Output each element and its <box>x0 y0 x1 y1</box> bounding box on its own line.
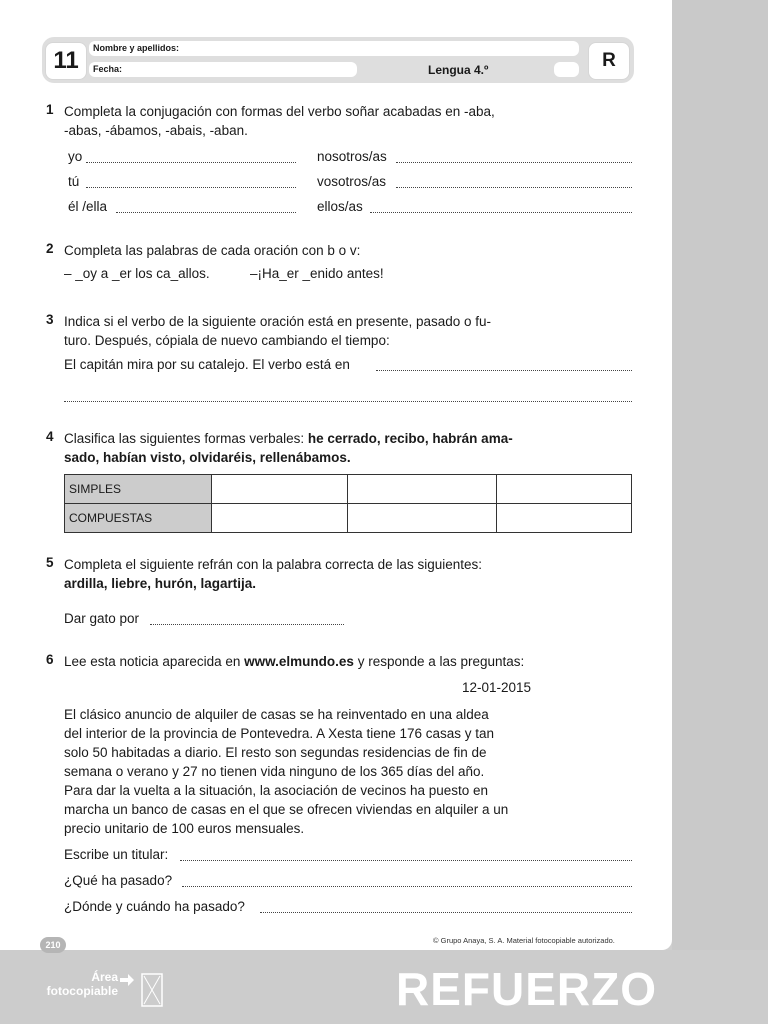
q2-text: Completa las palabras de cada oración con b o v: <box>64 243 361 258</box>
row-label-compuestas: COMPUESTAS <box>65 504 212 533</box>
q5-options: ardilla, liebre, hurón, lagartija. <box>64 576 257 591</box>
answer-line[interactable] <box>370 211 632 213</box>
answer-line[interactable] <box>396 161 632 163</box>
answer-line[interactable] <box>260 911 632 913</box>
photocopy-icon <box>120 972 168 1010</box>
q3-number: 3 <box>46 312 54 327</box>
area-line-1: Área <box>91 970 118 984</box>
answer-line[interactable] <box>376 369 632 371</box>
q1-text: Completa la conjugación con formas del verbo soñar acabadas en -aba, <box>64 104 495 119</box>
q3-text: Indica si el verbo de la siguiente oración está en presente, pasado o fu- <box>64 314 492 329</box>
answer-line[interactable] <box>180 859 632 861</box>
prompt-headline: Escribe un titular: <box>64 847 169 862</box>
table-row <box>65 475 632 504</box>
q6-number: 6 <box>46 652 54 667</box>
news-line: del interior de la provincia de Pontevedra. A Xesta tiene 176 casas y tan <box>64 726 495 741</box>
answer-line[interactable] <box>64 400 632 402</box>
q5-number: 5 <box>46 555 54 570</box>
q4-text <box>64 429 513 448</box>
answer-line[interactable] <box>396 186 632 188</box>
answer-line[interactable] <box>116 211 296 213</box>
q2-number: 2 <box>46 241 54 256</box>
q6-text <box>64 652 524 671</box>
news-date: 12-01-2015 <box>462 680 532 695</box>
q5-saying: Dar gato por <box>64 611 140 626</box>
prompt-where-when: ¿Dónde y cuándo ha pasado? <box>64 899 245 914</box>
q1-pronoun-yo: yo <box>68 149 83 164</box>
classification-table <box>64 474 632 533</box>
table-row <box>65 504 632 533</box>
table-cell[interactable] <box>497 504 632 533</box>
course-label: Lengua 4.º <box>428 63 489 77</box>
q4-verbs-2: sado, habían visto, olvidaréis, rellenábamos. <box>64 450 351 465</box>
table-cell[interactable] <box>212 504 348 533</box>
news-line: Para dar la vuelta a la situación, la asociación de vecinos ha puesto en <box>64 783 489 798</box>
news-line: semana o verano y 27 no tienen vida ninguno de los 365 días del año. <box>64 764 485 779</box>
q1-pronoun-el: él /ella <box>68 199 108 214</box>
q1-number: 1 <box>46 102 54 117</box>
q4-instruction: Clasifica las siguientes formas verbales: <box>64 431 305 446</box>
q3-text-2: turo. Después, cópiala de nuevo cambiando el tiempo: <box>64 333 390 348</box>
q4-number: 4 <box>46 429 54 444</box>
table-cell[interactable] <box>348 504 497 533</box>
q1-pronoun-ellos: ellos/as <box>317 199 363 214</box>
q1-pronoun-nosotros: nosotros/as <box>317 149 387 164</box>
news-line: solo 50 habitadas a diario. El resto son segundas residencias de fin de <box>64 745 487 760</box>
q2-sentence-1: – _oy a _er los ca_allos. <box>64 266 210 281</box>
q2-sentence-2: –¡Ha_er _enido antes! <box>250 266 384 281</box>
page-number: 210 <box>40 937 66 953</box>
answer-line[interactable] <box>182 885 632 887</box>
news-line: marcha un banco de casas en el que se ofrecen viviendas en alquiler a un <box>64 802 509 817</box>
table-cell[interactable] <box>497 475 632 504</box>
area-label <box>38 970 118 998</box>
news-line: precio unitario de 100 euros mensuales. <box>64 821 305 836</box>
unit-number: 11 <box>45 42 87 80</box>
header-bar <box>42 37 634 83</box>
q6-site-link[interactable]: www.elmundo.es <box>244 654 354 669</box>
row-label-simples: SIMPLES <box>65 475 212 504</box>
q1-pronoun-vosotros: vosotros/as <box>317 174 387 189</box>
section-title: REFUERZO <box>396 963 657 1015</box>
area-line-2: fotocopiable <box>46 984 118 998</box>
q1-text-2: -abas, -ábamos, -abais, -aban. <box>64 123 248 138</box>
prompt-what: ¿Qué ha pasado? <box>64 873 173 888</box>
q6-text-a: Lee esta noticia aparecida en <box>64 654 241 669</box>
q6-text-b: y responde a las preguntas: <box>357 654 525 669</box>
side-band <box>672 0 768 1024</box>
blank-field[interactable] <box>554 62 579 77</box>
q1-pronoun-tu: tú <box>68 174 80 189</box>
level-badge: R <box>588 42 630 80</box>
copyright-notice: © Grupo Anaya, S. A. Material fotocopiable autorizado. <box>433 936 615 945</box>
name-field[interactable]: Nombre y apellidos: <box>89 41 579 56</box>
q5-text: Completa el siguiente refrán con la palabra correcta de las siguientes: <box>64 557 482 572</box>
answer-line[interactable] <box>150 623 344 625</box>
answer-line[interactable] <box>86 161 296 163</box>
q3-sentence: El capitán mira por su catalejo. El verbo está en <box>64 357 350 372</box>
answer-line[interactable] <box>86 186 296 188</box>
table-cell[interactable] <box>212 475 348 504</box>
table-cell[interactable] <box>348 475 497 504</box>
q4-verbs-1: he cerrado, recibo, habrán ama- <box>307 431 513 446</box>
date-field[interactable]: Fecha: <box>89 62 357 77</box>
news-line: El clásico anuncio de alquiler de casas se ha reinventado en una aldea <box>64 707 489 722</box>
